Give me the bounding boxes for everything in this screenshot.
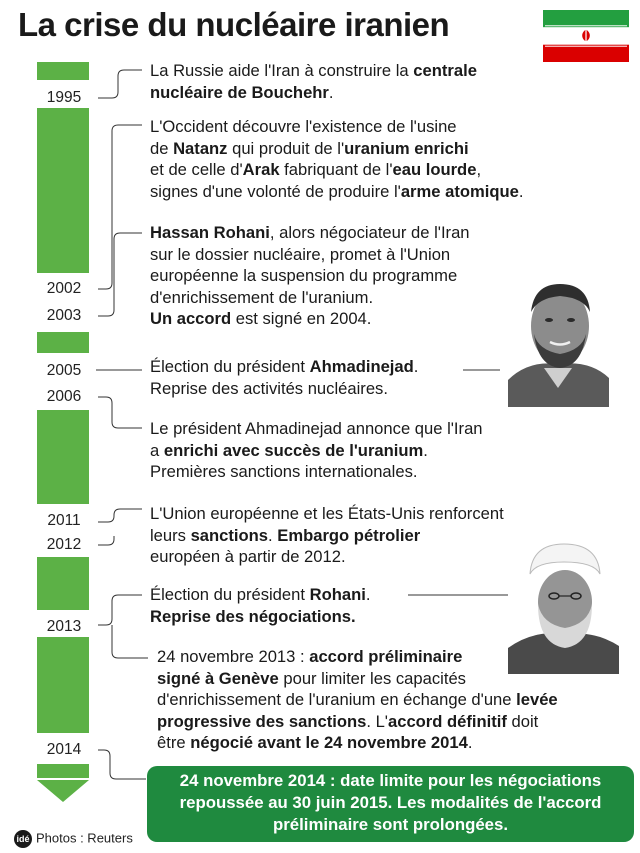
body-text: pour limiter les capacités <box>278 668 466 688</box>
emphasis-text: progressive des sanctions <box>157 711 367 731</box>
body-text: . <box>518 181 524 201</box>
connector-2013-b <box>112 625 148 658</box>
connector-2002 <box>98 125 142 289</box>
body-text: être <box>157 733 191 752</box>
event-1995-text <box>150 60 477 103</box>
photo-credit-text: Photos : Reuters <box>36 830 133 846</box>
body-text: et de celle d' <box>150 160 243 179</box>
body-text: Le président Ahmadinejad annonce que l'Iran <box>150 419 483 438</box>
emphasis-text: levée <box>516 690 558 709</box>
ahmadinejad-photo <box>508 268 609 407</box>
body-text: , <box>476 160 482 179</box>
body-text: Premières sanctions internationales. <box>150 462 418 481</box>
year-label-2013: 2013 <box>34 617 94 637</box>
emphasis-text: arme atomique <box>400 181 519 201</box>
body-text: Élection du président <box>150 585 310 604</box>
connector-1995 <box>98 70 142 98</box>
body-text: . <box>423 440 428 460</box>
page-title: La crise du nucléaire iranien <box>18 6 450 43</box>
emphasis-text: centrale <box>413 61 477 80</box>
body-text: a <box>150 440 164 460</box>
body-text: est signé en 2004. <box>231 309 372 328</box>
emphasis-text: Reprise des négociations. <box>150 606 356 626</box>
event-2002-text <box>150 116 523 202</box>
final-event-box: 24 novembre 2014 : date limite pour les négociations repoussée au 30 juin 2015. Les modalités de l'accord préliminaire sont prolongées. <box>147 766 634 842</box>
body-text: leurs <box>150 525 191 545</box>
event-2011-2012-text <box>150 503 504 568</box>
connector-2012 <box>98 536 114 545</box>
connector-2011 <box>98 509 142 522</box>
year-label-2014: 2014 <box>34 740 94 760</box>
body-text: L'Union européenne et les États-Unis renforcent <box>150 504 504 523</box>
body-text: de <box>150 138 174 158</box>
year-label-1995: 1995 <box>34 88 94 108</box>
body-text: 24 novembre 2013 : <box>157 647 310 666</box>
emphasis-text: accord définitif <box>387 711 507 731</box>
emphasis-text: Rohani <box>309 585 366 604</box>
year-label-2003: 2003 <box>34 306 94 326</box>
photo-credit <box>14 830 133 848</box>
body-text: d'enrichissement de l'uranium en échange d'une <box>157 690 517 709</box>
body-text: . <box>328 82 334 102</box>
body-text: fabriquant de l' <box>279 160 393 179</box>
emphasis-text: Arak <box>242 160 280 179</box>
emphasis-text: accord préliminaire <box>309 647 463 666</box>
event-2003-text <box>150 222 470 330</box>
emphasis-text: uranium enrichi <box>344 138 469 158</box>
rohani-photo <box>508 540 619 674</box>
body-text: La Russie aide l'Iran à construire la <box>150 61 414 80</box>
emphasis-text: nucléaire de Bouchehr <box>150 82 329 102</box>
connector-2013 <box>98 595 142 625</box>
body-text: . <box>467 733 473 752</box>
body-text: . <box>268 525 278 545</box>
emphasis-text: signé à Genève <box>157 668 279 688</box>
body-text: européenne la suspension du programme <box>150 266 458 285</box>
year-label-2011: 2011 <box>34 511 94 531</box>
emphasis-text: Un accord <box>150 309 232 328</box>
body-text: Élection du président <box>150 357 310 376</box>
connector-2014 <box>98 750 146 779</box>
year-label-2006: 2006 <box>34 387 94 407</box>
body-text: , alors négociateur de l'Iran <box>269 223 470 242</box>
year-label-2012: 2012 <box>34 535 94 555</box>
event-2005-text <box>150 356 418 399</box>
emphasis-text: enrichi avec succès de l'uranium <box>163 440 424 460</box>
emphasis-text: négocié avant le 24 novembre 2014 <box>190 733 468 752</box>
body-text: . <box>413 357 419 376</box>
body-text: . L' <box>366 711 388 731</box>
event-2013-election-text <box>150 584 370 627</box>
emphasis-text: eau lourde <box>392 160 477 179</box>
year-label-2002: 2002 <box>34 279 94 299</box>
body-text: L'Occident découvre l'existence de l'usine <box>150 117 457 136</box>
body-text: Reprise des activités nucléaires. <box>150 378 388 398</box>
body-text: signes d'une volonté de produire l' <box>150 181 401 201</box>
connector-2006 <box>98 397 142 428</box>
emphasis-text: Ahmadinejad <box>309 357 414 376</box>
body-text: . <box>365 585 371 604</box>
body-text: d'enrichissement de l'uranium. <box>150 287 374 307</box>
event-2006-text <box>150 418 483 483</box>
body-text: qui produit de l' <box>227 138 345 158</box>
body-text: doit <box>506 711 539 731</box>
body-text: sur le dossier nucléaire, promet à l'Union <box>150 244 451 264</box>
ide-logo: idé <box>14 830 32 848</box>
emphasis-text: Hassan Rohani <box>150 223 270 242</box>
emphasis-text: Embargo pétrolier <box>277 525 421 545</box>
event-2013-accord-text <box>157 646 558 754</box>
body-text: européen à partir de 2012. <box>150 547 346 566</box>
connector-2003 <box>98 233 142 316</box>
emphasis-text: sanctions <box>190 525 269 545</box>
year-label-2005: 2005 <box>34 361 94 381</box>
emphasis-text: Natanz <box>173 138 228 158</box>
